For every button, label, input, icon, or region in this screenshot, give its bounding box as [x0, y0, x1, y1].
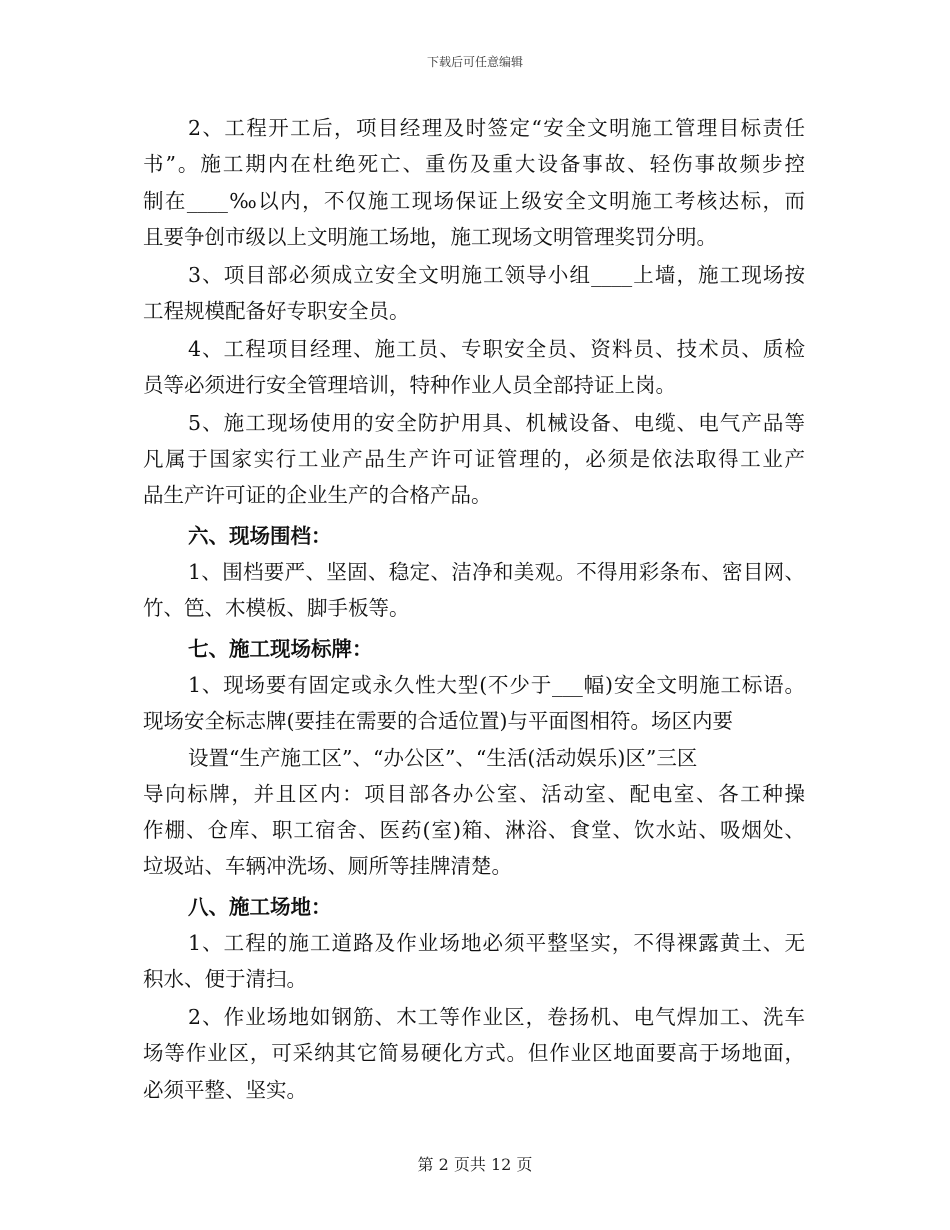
text-line: 现场安全标志牌(要挂在需要的合适位置)与平面图相符。场区内要 [143, 709, 733, 734]
text-line: 1、工程的施工道路及作业场地必须平整坚实，不得裸露黄土、无 [188, 931, 805, 956]
text-line: 设置“生产施工区”、“办公区”、“生活(活动娱乐)区”三区 [188, 745, 698, 770]
text-line: 2、工程开工后，项目经理及时签定“安全文明施工管理目标责任 [188, 116, 805, 140]
text-line: 员等必须进行安全管理培训，特种作业人员全部持证上岗。 [143, 373, 676, 398]
paragraph [143, 554, 805, 627]
text-line: 制在____‰以内，不仅施工现场保证上级安全文明施工考核达标，而 [143, 188, 805, 213]
text-line: 2、作业场地如钢筋、木工等作业区，卷扬机、电气焊加工、洗车 [188, 1005, 805, 1030]
document-body [143, 110, 805, 1108]
text-line: 5、施工现场使用的安全防护用具、机械设备、电缆、电气产品等 [188, 410, 805, 435]
text-line: 书”。施工期内在杜绝死亡、重伤及重大设备事故、轻伤事故频步控 [143, 152, 805, 177]
text-line: 工程规模配备好专职安全员。 [143, 298, 410, 323]
text-line: 积水、便于清扫。 [143, 967, 307, 992]
paragraph [143, 405, 805, 514]
text-line: 1、围档要严、坚固、稳定、洁净和美观。不得用彩条布、密目网、 [188, 560, 805, 585]
text-line: 品生产许可证的企业生产的合格产品。 [143, 483, 492, 508]
section-heading-text: 六、现场围档： [188, 523, 332, 548]
text-line: 3、项目部必须成立安全文明施工领导小组____上墙，施工现场按 [188, 262, 805, 287]
text-line: 1、现场要有固定或永久性大型(不少于___幅)安全文明施工标语。 [188, 672, 805, 697]
paragraph [143, 667, 805, 885]
text-line: 场等作业区，可采纳其它简易硬化方式。但作业区地面要高于场地面， [143, 1041, 805, 1066]
paragraph [143, 331, 805, 404]
paragraph [143, 999, 805, 1108]
text-line: 且要争创市级以上文明施工场地，施工现场文明管理奖罚分明。 [143, 224, 717, 249]
section-heading-text: 七、施工现场标牌： [188, 636, 373, 661]
text-line: 必须平整、坚实。 [143, 1077, 307, 1102]
section-heading [143, 518, 805, 554]
text-line: 作棚、仓库、职工宿舍、医药(室)箱、淋浴、食堂、饮水站、吸烟处、 [143, 818, 805, 843]
text-line: 凡属于国家实行工业产品生产许可证管理的，必须是依法取得工业产 [143, 447, 805, 472]
text-line: 4、工程项目经理、施工员、专职安全员、资料员、技术员、质检 [188, 336, 805, 361]
paragraph [143, 110, 805, 255]
paragraph [143, 257, 805, 330]
paragraph [143, 925, 805, 998]
section-heading-text: 八、施工场地： [188, 894, 332, 919]
page-number: 第 2 页共 12 页 [417, 1155, 533, 1174]
page-header-note: 下载后可任意编辑 [426, 55, 523, 69]
text-line: 导向标牌，并且区内：项目部各办公室、活动室、配电室、各工种操 [143, 781, 805, 806]
section-heading [143, 889, 805, 925]
text-line: 垃圾站、车辆冲洗场、厕所等挂牌清楚。 [143, 854, 512, 879]
text-line: 竹、笆、木模板、脚手板等。 [143, 596, 410, 621]
section-heading [143, 631, 805, 667]
